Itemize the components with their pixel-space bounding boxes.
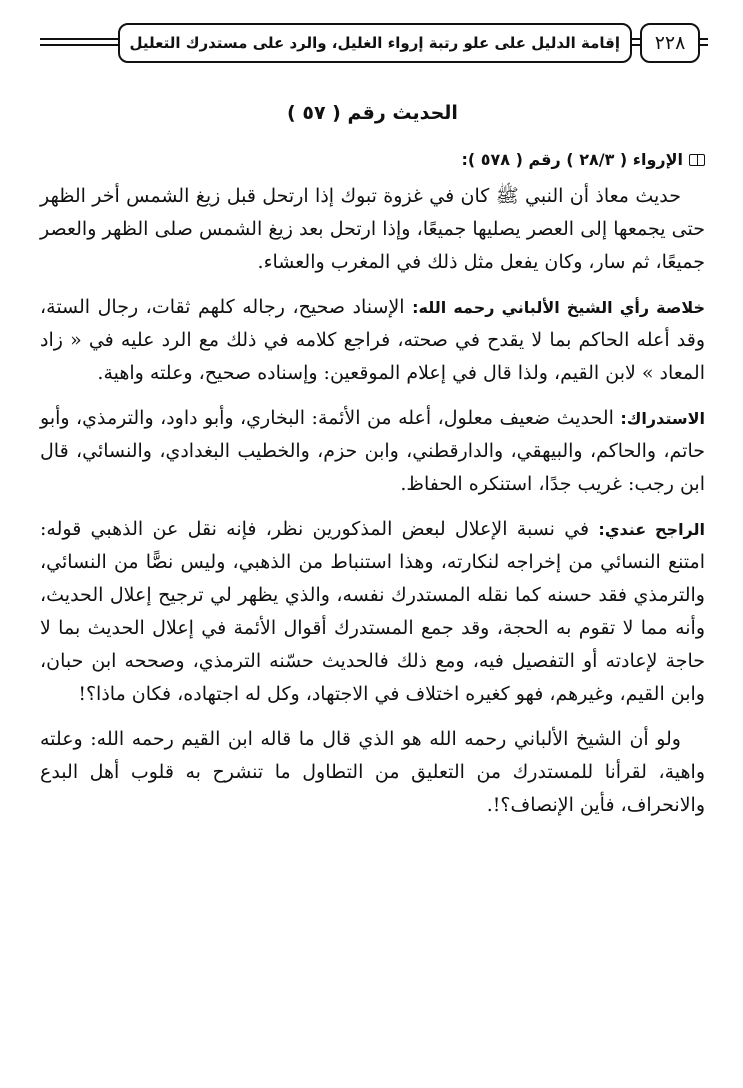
closing-paragraph: ولو أن الشيخ الألباني رحمه الله هو الذي قال ما قاله ابن القيم رحمه الله: وعلته واهية، لقرأنا للمستدرك من التعليق من التطاول ما تنشرح به قلوب أهل البدع والانحراف، فأين الإنصاف؟!. [40, 728, 705, 816]
albani-label: خلاصة رأي الشيخ الألباني رحمه الله: [412, 298, 706, 317]
page-header [40, 22, 708, 66]
rajih-text: في نسبة الإعلال لبعض المذكورين نظر، فإنه نقل عن الذهبي قوله: امتنع النسائي من إخراجه لنكارته، وهذا استنباط من الذهبي، وليس نصًّا من النسائي، والترمذي فقد حسنه كما نقله المستدرك نفسه، والذي يظهر لي ترجيح إعلال الحديث، وأنه مما لا تقوم به الحجة، وقد جمع المستدرك أقوال الأئمة في إعلال الحديث بما لا حاجة لإعادته أو التفصيل فيه، ومع ذلك فالحديث حسّنه الترمذي، وصححه ابن حبان، وابن القيم، وغيرهم، فهو كغيره اختلاف في الاجتهاد، وكل له اجتهاده، فكان ماذا؟! [40, 518, 705, 705]
rajih-section [40, 513, 705, 711]
rajih-label: الراجح عندي: [598, 520, 705, 539]
istidrak-label: الاستدراك: [620, 409, 705, 428]
hadith-text: حديث معاذ أن النبي ﷺ كان في غزوة تبوك إذا ارتحل قبل زيغ الشمس أخر الظهر حتى يجمعها إلى العصر يصليها جميعًا، وإذا ارتحل بعد زيغ الشمس صلى الظهر والعصر جميعًا، ثم سار، وكان يفعل مثل ذلك في المغرب والعشاء. [40, 185, 705, 273]
istidrak-text: الحديث ضعيف معلول، أعله من الأئمة: البخاري، وأبو داود، والترمذي، وأبو حاتم، والحاكم، والبيهقي، والدارقطني، وابن حزم، والخطيب البغدادي، والنسائي، قال ابن رجب: غريب جدًا، استنكره الحفاظ. [40, 407, 705, 495]
albani-text: الإسناد صحيح، رجاله كلهم ثقات، رجال الستة، وقد أعله الحاكم بما لا يقدح في صحته، فراجع كلامه في ذلك مع الرد عليه في « زاد المعاد » لابن القيم، ولذا قال في إعلام الموقعين: وإسناده صحيح، وعلته واهية. [40, 296, 705, 384]
irwaa-reference [40, 146, 705, 174]
book-icon [689, 154, 705, 166]
irwaa-reference-text: الإرواء ( ٢٨/٣ ) رقم ( ٥٧٨ ): [461, 150, 683, 169]
page-body [40, 98, 705, 834]
hadith-title: الحديث رقم ( ٥٧ ) [287, 102, 458, 124]
albani-summary [40, 291, 705, 390]
book-title: إقامة الدليل على علو رتبة إرواء الغليل، والرد على مستدرك التعليل [118, 23, 632, 63]
istidrak-section [40, 402, 705, 501]
page-number: ٢٢٨ [640, 23, 700, 63]
